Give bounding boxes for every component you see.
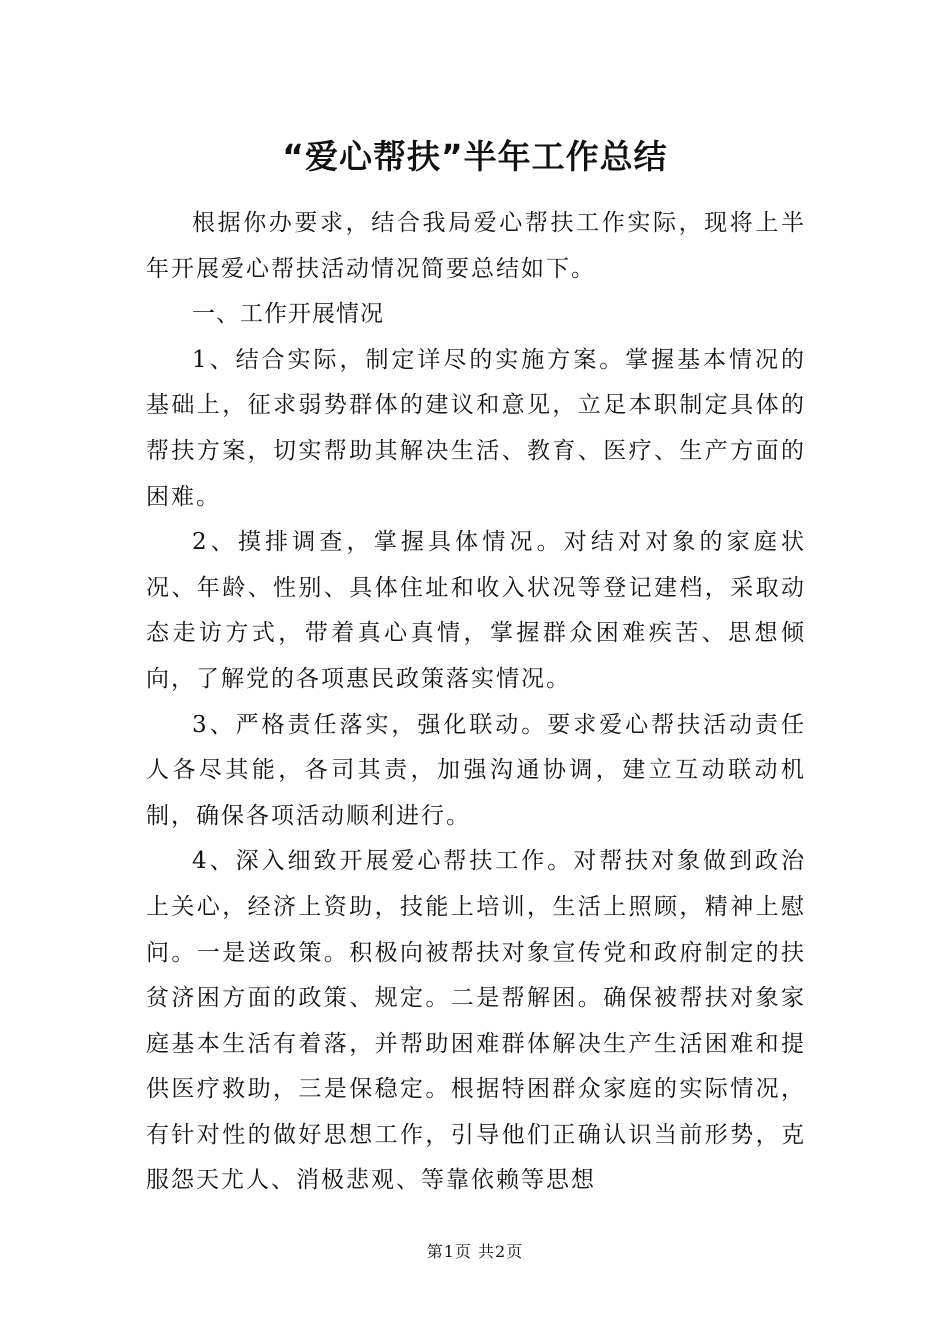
document-title: “爱心帮扶”半年工作总结 [282,137,668,176]
paragraph-2: 2、摸排调查，掌握具体情况。对结对对象的家庭状况、年龄、性别、具体住址和收入状况等登记建档，采取动态走访方式，带着真心真情，掌握群众困难疾苦、思想倾向，了解党的各项惠民政策落实情况。 [146,529,806,692]
page-footer: 第1页 共2页 [426,1242,524,1261]
section-heading-1: 一、工作开展情况 [192,301,384,328]
paragraph-4: 4、深入细致开展爱心帮扶工作。对帮扶对象做到政治上关心，经济上资助，技能上培训，生活上照顾，精神上慰问。一是送政策。积极向被帮扶对象宣传党和政府制定的扶贫济困方面的政策、规定。二是帮解困。确保被帮扶对象家庭基本生活有着落，并帮助困难群体解决生产生活困难和提供医疗救助，三是保稳定。根据特困群众家庭的实际情况，有针对性的做好思想工作，引导他们正确认识当前形势，克服怨天尤人、消极悲观、等靠依赖等思想 [146,848,806,1194]
intro-paragraph: 根据你办要求，结合我局爱心帮扶工作实际，现将上半年开展爱心帮扶活动情况简要总结如下。 [146,210,806,282]
paragraph-3: 3、严格责任落实，强化联动。要求爱心帮扶活动责任人各尽其能，各司其责，加强沟通协调，建立互动联动机制，确保各项活动顺利进行。 [146,711,806,829]
paragraph-1: 1、结合实际，制定详尽的实施方案。掌握基本情况的基础上，征求弱势群体的建议和意见，立足本职制定具体的帮扶方案，切实帮助其解决生活、教育、医疗、生产方面的困难。 [146,346,806,510]
document-body [146,201,806,1204]
